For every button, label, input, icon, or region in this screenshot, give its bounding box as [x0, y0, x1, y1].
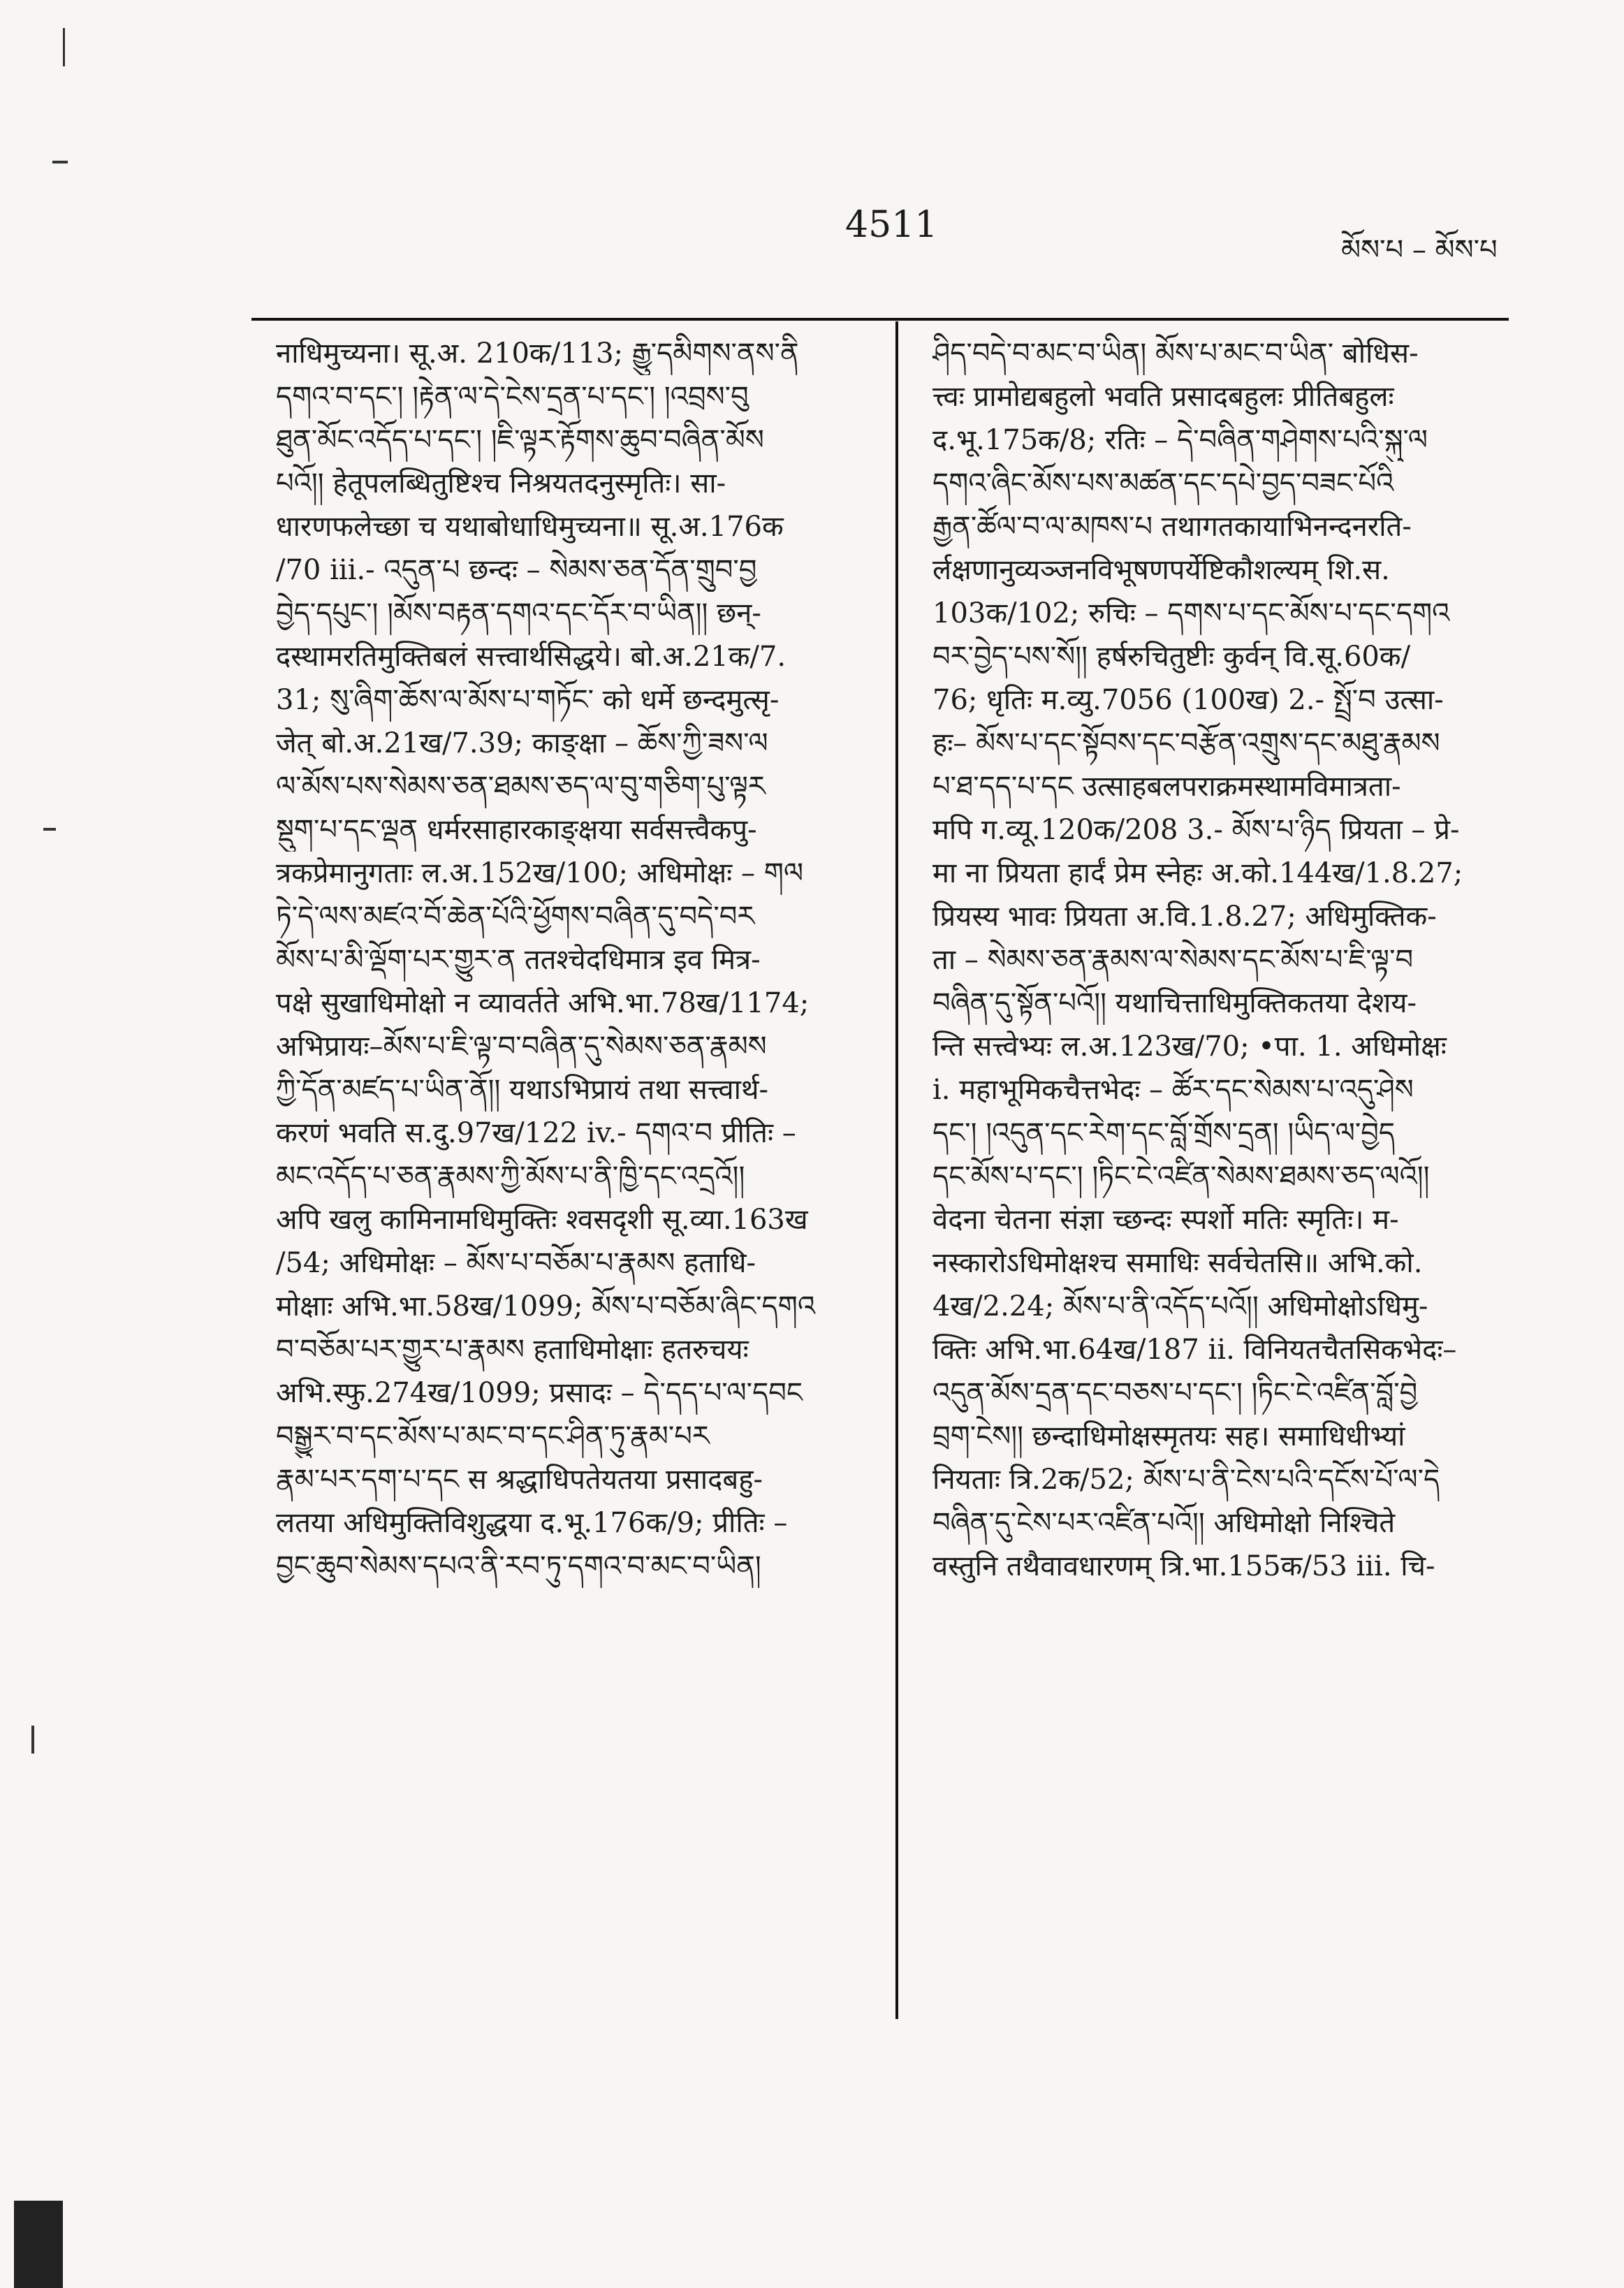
text-line: ཏེ་དེ་ལས་མཛའ་བོ་ཆེན་པོའི་ཕྱོགས་བཞིན་དུ་བདེ་བར — [276, 901, 755, 933]
text-line: སྡུག་པ་དང་ལྡན धर्मरसाहारकाङ्क्षया सर्वसत्त्वैकपु- — [276, 814, 757, 846]
text-line: i. महाभूमिकचैत्तभेदः – ཚོར་དང་སེམས་པ་འདུ་ཤེས — [932, 1074, 1414, 1106]
text-line: लतया अधिमुक्तिविशुद्धया द.भू.176क/9; प्रीतिः – — [276, 1507, 788, 1539]
text-line: པའོ།། हेतूपलब्धितुष्टिश्च निश्रयतदनुस्मृतिः। सा- — [276, 467, 726, 500]
scan-edge-mark-top — [63, 28, 65, 66]
text-line: /70 iii.- འདུན་པ छन्दः – སེམས་ཅན་དོན་གྲུབ་བྱ — [276, 554, 757, 586]
text-line: /54; अधिमोक्षः – མོས་པ་བཅོམ་པ་རྣམས हताधि- — [276, 1247, 756, 1279]
text-line: नियताः त्रि.2क/52; མོས་པ་ནི་ངེས་པའི་དངོས་པོ་ལ་དེ — [932, 1464, 1440, 1496]
text-line: जेत् बो.अ.21ख/7.39; काङ्क्षा – ཆོས་ཀྱི་ཟས་ལ — [276, 727, 768, 759]
text-line: वेदना चेतना संज्ञा च्छन्दः स्पर्शो मतिः स्मृतिः। म- — [932, 1204, 1399, 1236]
text-line: 76; धृतिः म.व्यु.7056 (100ख) 2.- སྤྲོ་བ उत्सा- — [932, 684, 1444, 716]
right-column — [932, 332, 1533, 1588]
text-line: करणं भवति स.दु.97ख/122 iv.- དགའ་བ प्रीतिः – — [276, 1117, 796, 1149]
text-line: དང་མོས་པ་དང་། །ཏིང་ངེ་འཛིན་སེམས་ཐམས་ཅད་ལའོ།། — [932, 1160, 1430, 1193]
text-line: नस्कारोऽधिमोक्षश्च समाधिः सर्वचेतसि॥ अभि.को. — [932, 1247, 1423, 1279]
text-line: धारणफलेच्छा च यथाबोधाधिमुच्यना॥ सू.अ.176क — [276, 511, 784, 543]
text-line: དང་། །འདུན་དང་རེག་དང་བློ་གྲོས་དྲན། །ཡིད་ལ་བྱེད — [932, 1117, 1396, 1149]
text-line: བྲག་ངེས།། छन्दाधिमोक्षस्मृतयः सह। समाधिधीभ्यां — [932, 1420, 1405, 1452]
text-line: 4ख/2.24; མོས་པ་ནི་འདོད་པའོ།། अधिमोक्षोऽधिमु- — [932, 1290, 1428, 1322]
text-line: मा ना प्रियता हार्दं प्रेम स्नेहः अ.को.144ख/1.8.27; — [932, 857, 1463, 889]
text-line: त्त्वः प्रामोद्यबहुलो भवति प्रसादबहुलः प्रीतिबहुलः — [932, 381, 1394, 413]
text-line: པ་ཐ་དད་པ་དང उत्साहबलपराक्रमस्थामविमात्रता- — [932, 771, 1401, 803]
text-line: བ་བཅོམ་པར་གྱུར་པ་རྣམས हताधिमोक्षाः हतरुचयः — [276, 1334, 749, 1366]
scan-edge-mark-mid — [43, 828, 56, 831]
text-line: द.भू.175क/8; रतिः – དེ་བཞིན་གཤེགས་པའི་སྐུ་ལ — [932, 424, 1428, 456]
text-line: मोक्षाः अभि.भा.58ख/1099; མོས་པ་བཅོམ་ཞིང་དགའ — [276, 1290, 816, 1322]
text-line: བཞིན་དུ་ངེས་པར་འཛིན་པའོ།། अधिमोक्षो निश्चिते — [932, 1507, 1396, 1539]
text-line: पक्षे सुखाधिमोक्षो न व्यावर्तते अभि.भा.78ख/1174; — [276, 987, 810, 1019]
text-line: अभिप्रायः–མོས་པ་ཇི་ལྟ་བ་བཞིན་དུ་སེམས་ཅན་རྣམས — [276, 1030, 767, 1063]
text-line: ཀྱི་དོན་མཛད་པ་ཡིན་ནོ།། यथाऽभिप्रायं तथा सत्त्वार्थ- — [276, 1074, 769, 1106]
scan-edge-blot — [14, 2201, 63, 2288]
text-line: ཤིད་བདེ་བ་མང་བ་ཡིན། མོས་པ་མང་བ་ཡིན་ बोधिस- — [932, 337, 1419, 370]
text-line: र्लक्षणानुव्यञ्जनविभूषणपर्येष्टिकौशल्यम् शि.स. — [932, 554, 1390, 586]
text-line: वस्तुनि तथैवावधारणम् त्रि.भा.155क/53 iii. चि- — [932, 1550, 1435, 1582]
text-line: མང་འདོད་པ་ཅན་རྣམས་ཀྱི་མོས་པ་ནི་ཁྱི་དང་འདྲའོ།། — [276, 1160, 745, 1193]
scan-edge-mark-upper — [52, 161, 68, 163]
text-line: བར་བྱེད་པས་སོ།། हर्षरुचितुष्टीः कुर्वन् वि.सू.60क/ — [932, 641, 1411, 673]
text-line: हः– མོས་པ་དང་སྟོབས་དང་བརྩོན་འགྲུས་དང་མཐུ་རྣམས — [932, 727, 1440, 759]
text-line: 31; སུ་ཞིག་ཆོས་ལ་མོས་པ་གཏོང་ को धर्मे छन्दमुत्सृ- — [276, 684, 780, 716]
text-line: འདུན་མོས་དྲན་དང་བཅས་པ་དང་། །ཏིང་ངེ་འཛིན་བློ་བྱེ — [932, 1377, 1418, 1409]
text-line: རྒྱན་ཚོལ་བ་ལ་མཁས་པ तथागतकायाभिनन्दनरति- — [932, 511, 1412, 543]
text-line: अपि खलु कामिनामधिमुक्तिः श्वसदृशी सू.व्या.163ख — [276, 1204, 808, 1236]
column-divider — [895, 321, 898, 2019]
text-line: 103क/102; रुचिः – དགས་པ་དང་མོས་པ་དང་དགའ — [932, 597, 1450, 629]
text-line: अभि.स्फु.274ख/1099; प्रसादः – དེ་དད་པ་ལ་དབང — [276, 1377, 803, 1409]
text-line: ཐུན་མོང་འདོད་པ་དང་། །ཇི་ལྟར་རྟོགས་ཆུབ་བཞིན་མོས — [276, 424, 764, 456]
text-line: नाधिमुच्यना। सू.अ. 210क/113; རྒྱུ་དམིགས་ནས་ནི — [276, 337, 799, 370]
scan-edge-mark-lower — [31, 1726, 34, 1754]
page-number: 4511 — [845, 204, 938, 246]
text-line: དགའ་བ་དང་། །རྟེན་ལ་དེ་ངེས་དྲན་པ་དང་། །འབྲས་བུ — [276, 381, 749, 413]
text-line: མོས་པ་མི་ལྡོག་པར་གྱུར་ན ततश्चेदधिमात्र इव मित्र- — [276, 944, 761, 976]
running-header: མོས་པ – མོས་པ — [1341, 234, 1498, 266]
text-line: न्ति सत्त्वेभ्यः ल.अ.123ख/70; •पा. 1. अधिमोक्षः — [932, 1030, 1447, 1063]
text-line: རྣམ་པར་དག་པ་དང स श्रद्धाधिपतेयतया प्रसादबहु- — [276, 1464, 763, 1496]
header-rule — [251, 318, 1509, 321]
text-line: मपि ग.व्यू.120क/208 3.- མོས་པ་ཉིད प्रियता – प्रे- — [932, 814, 1460, 846]
text-line: དགའ་ཞིང་མོས་པས་མཚན་དང་དཔེ་བྱད་བཟང་པོའི — [932, 467, 1394, 500]
text-line: क्तिः अभि.भा.64ख/187 ii. विनियतचैतसिकभेदः– — [932, 1334, 1457, 1366]
text-line: བསྒྱུར་བ་དང་མོས་པ་མང་བ་དང་ཤིན་ཏུ་རྣམ་པར — [276, 1420, 710, 1452]
text-line: བྱེད་དཔུང་། །མོས་བརྟན་དགའ་དང་དོར་བ་ཡིན།། छन्- — [276, 597, 761, 629]
text-line: दस्थामरतिमुक्तिबलं सत्त्वार्थसिद्धये। बो.अ.21क/7. — [276, 641, 787, 673]
text-line: བཞིན་དུ་སྟོན་པའོ།། यथाचित्ताधिमुक्तिकतया देशय- — [932, 987, 1417, 1019]
text-line: ལ་མོས་པས་སེམས་ཅན་ཐམས་ཅད་ལ་བུ་གཅིག་པུ་ལྟར — [276, 771, 766, 803]
text-line: त्रकप्रेमानुगताः ल.अ.152ख/100; अधिमोक्षः – གལ — [276, 857, 804, 889]
text-line: प्रियस्य भावः प्रियता अ.वि.1.8.27; अधिमुक्तिक- — [932, 901, 1437, 933]
text-line: ता – སེམས་ཅན་རྣམས་ལ་སེམས་དང་མོས་པ་ཇི་ལྟ་བ — [932, 944, 1414, 976]
text-line: བྱང་ཆུབ་སེམས་དཔའ་ནི་རབ་ཏུ་དགའ་བ་མང་བ་ཡིན། — [276, 1550, 761, 1582]
left-column — [276, 332, 877, 1588]
